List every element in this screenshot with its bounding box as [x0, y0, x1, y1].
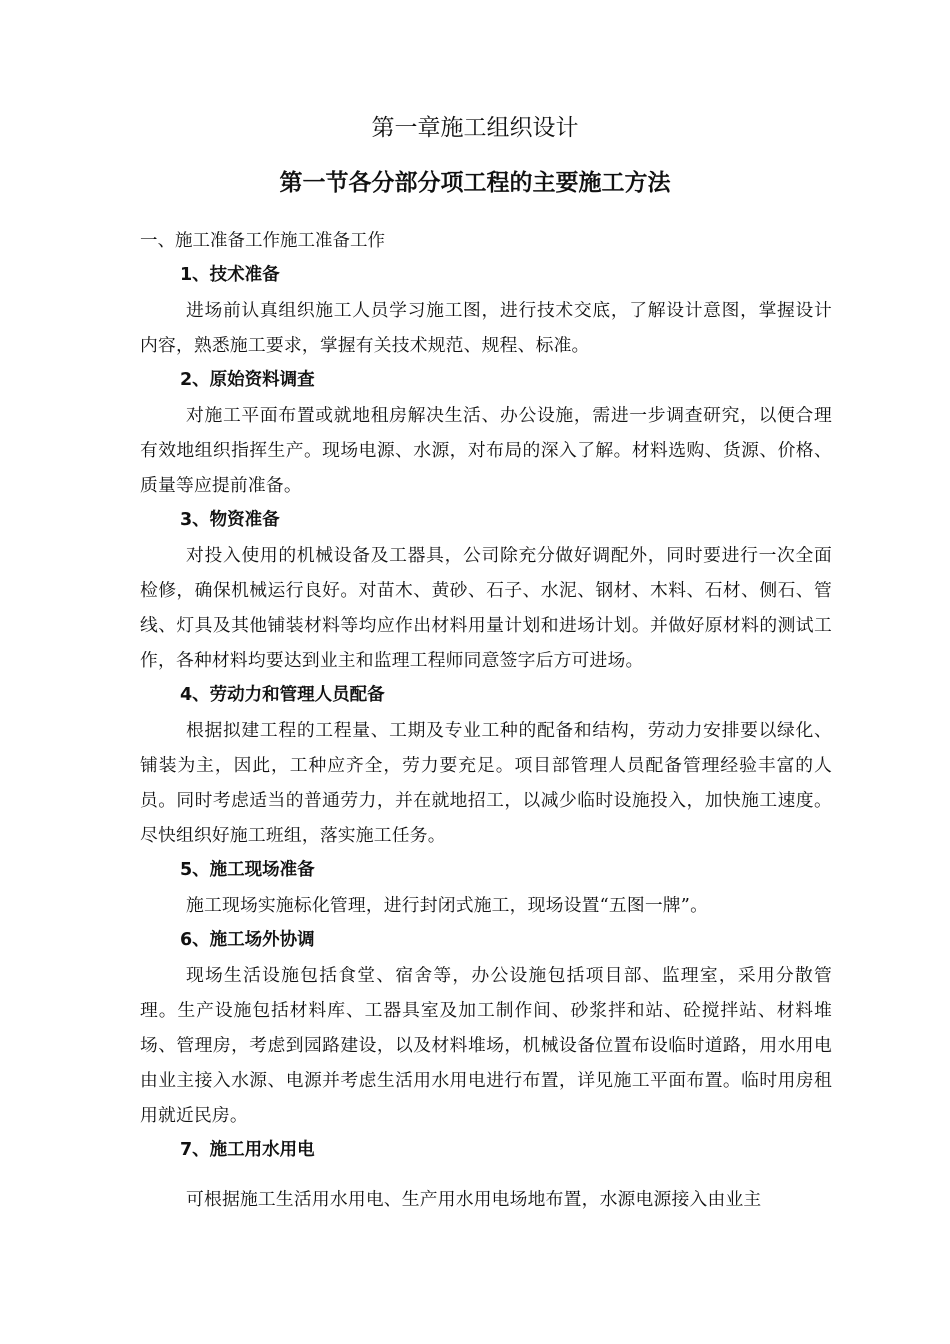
item-paragraph-1: 进场前认真组织施工人员学习施工图，进行技术交底，了解设计意图，掌握设计内容，熟悉施工要求，掌握有关技术规范、规程、标准。 — [140, 300, 832, 356]
item-paragraph-2: 对施工平面布置或就地租房解决生活、办公设施，需进一步调查研究，以便合理有效地组织指挥生产。现场电源、水源，对布局的深入了解。材料选购、货源、价格、质量等应提前准备。 — [140, 405, 832, 496]
document-body — [140, 224, 832, 1217]
part-heading: 一、施工准备工作施工准备工作 — [140, 231, 385, 251]
item-heading-2: 2、原始资料调查 — [180, 370, 315, 390]
item-heading-4: 4、劳动力和管理人员配备 — [180, 685, 385, 705]
item-heading-5: 5、施工现场准备 — [180, 860, 315, 880]
item-paragraph-5: 施工现场实施标化管理，进行封闭式施工，现场设置“五图一牌”。 — [186, 895, 709, 916]
item-paragraph-7: 可根据施工生活用水用电、生产用水用电场地布置，水源电源接入由业主 — [186, 1189, 762, 1210]
item-heading-3: 3、物资准备 — [180, 510, 280, 530]
chapter-title: 第一章施工组织设计 — [371, 115, 579, 141]
item-heading-1: 1、技术准备 — [180, 265, 280, 285]
item-paragraph-4: 根据拟建工程的工程量、工期及专业工种的配备和结构，劳动力安排要以绿化、铺装为主，因此，工种应齐全，劳力要充足。项目部管理人员配备管理经验丰富的人员。同时考虑适当的普通劳力，并在就地招工，以减少临时设施投入，加快施工速度。尽快组织好施工班组，落实施工任务。 — [140, 720, 832, 846]
section-title: 第一节各分部分项工程的主要施工方法 — [279, 170, 671, 196]
item-heading-6: 6、施工场外协调 — [180, 930, 315, 950]
item-paragraph-6: 现场生活设施包括食堂、宿舍等，办公设施包括项目部、监理室，采用分散管理。生产设施包括材料库、工器具室及加工制作间、砂浆拌和站、砼搅拌站、材料堆场、管理房，考虑到园路建设，以及材料堆场，机械设备位置布设临时道路，用水用电由业主接入水源、电源并考虑生活用水用电进行布置，详见施工平面布置。临时用房租用就近民房。 — [140, 965, 832, 1126]
item-heading-7: 7、施工用水用电 — [180, 1140, 315, 1160]
item-paragraph-3: 对投入使用的机械设备及工器具，公司除充分做好调配外，同时要进行一次全面检修，确保机械运行良好。对苗木、黄砂、石子、水泥、钢材、木料、石材、侧石、管线、灯具及其他铺装材料等均应作出材料用量计划和进场计划。并做好原材料的测试工作，各种材料均要达到业主和监理工程师同意签字后方可进场。 — [140, 545, 832, 671]
